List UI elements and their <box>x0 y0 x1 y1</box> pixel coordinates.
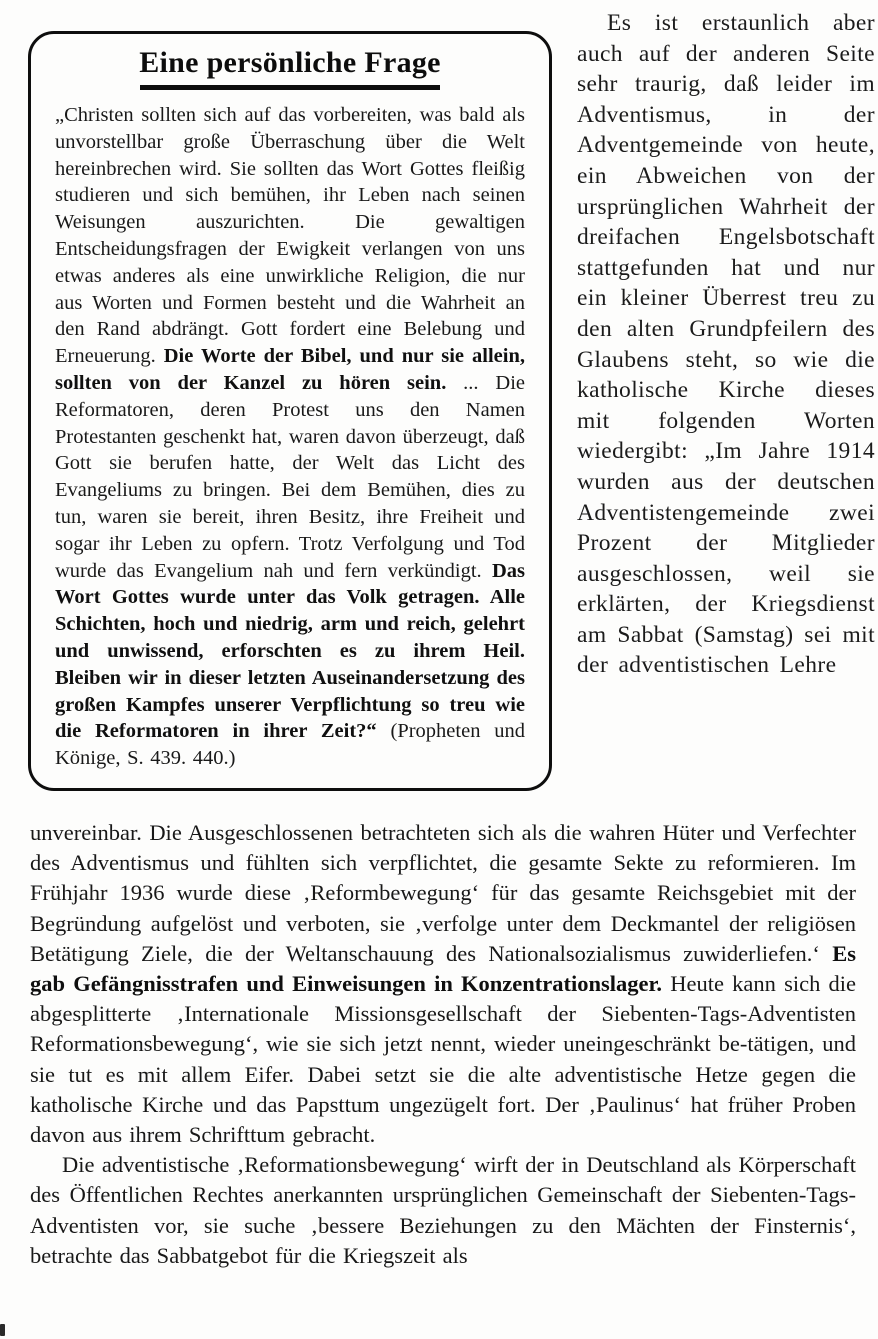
quote-segment-normal-1: „Christen sollten sich auf das vorbereiten, was bald als unvorstellbar große Überraschung über die Welt hereinbrechen wird. Sie sollten das Wort Gottes fleißig studieren und sich bemühen, ihr Leben nach seinen Weisungen auszurichten. Die gewaltigen Entscheidungsfragen der Ewigkeit verlangen von uns etwas anderes als eine unwirkliche Religion, die nur aus Worten und Formen besteht und die Wahrheit an den Rand abdrängt. Gott fordert eine Belebung und Erneuerung. <box>55 104 525 368</box>
quote-segment-bold-1: Die Worte der Bibel, und nur sie allein, sollten von der Kanzel zu hören sein. <box>55 345 525 394</box>
quote-box <box>28 31 552 791</box>
bottom-p1-normal-2: Heute kann sich die abgesplitterte ‚Internationale Missionsgesellschaft der Siebenten-Tags-Adventisten Reformationsbewegung‘, wie sie sich jetzt nennt, wieder uneingeschränkt be-tätigen, und sie tut es mit allem Eifer. Dabei setzt sie die alte adventistische Hetze gegen die katholische Kirche und das Papsttum ungezügelt fort. Der ‚Paulinus‘ hat früher Proben davon aus ihrem Schrifttum gebracht. <box>30 971 856 1148</box>
right-column <box>577 8 875 814</box>
quote-segment-bold-2: Das Wort Gottes wurde unter das Volk getragen. Alle Schichten, hoch und niedrig, arm und reich, gelehrt und unwissend, erforschten es zu ihrem Heil. Bleiben wir in dieser letzten Auseinandersetzung des großen Kampfes unserer Verpflichtung so treu wie die Reformatoren in ihrer Zeit?“ <box>55 559 525 743</box>
bottom-paragraph-1 <box>30 818 856 1150</box>
bottom-p1-bold: Es gab Gefängnisstrafen und Einweisungen in Konzentrationslager. <box>30 940 856 997</box>
title-underline-rule <box>140 85 440 90</box>
bottom-paragraph-2: Die adventistische ‚Reformationsbewegung‘ wirft der in Deutschland als Körperschaft des Öffentlichen Rechtes anerkannten ursprünglichen Gemeinschaft der Siebenten-Tags-Adventisten vor, sie suche ‚bessere Beziehungen zu den Mächten der Finsternis‘, betrachte das Sabbatgebot für die Kriegszeit als <box>30 1152 856 1268</box>
quote-box-title: Eine persönliche Frage <box>139 46 441 79</box>
quote-segment-normal-2: ... Die Reformatoren, deren Protest uns den Namen Protestanten geschenkt hat, waren davon überzeugt, daß Gott sie berufen hatte, der Welt das Licht des Evangeliums zu bringen. Bei dem Bemühen, dies zu tun, waren sie bereit, ihren Besitz, ihre Freiheit und sogar ihr Leben zu opfern. Trotz Verfolgung und Tod wurde das Evangelium nah und fern verkündigt. <box>55 371 525 582</box>
bottom-p1-normal-1: unvereinbar. Die Ausgeschlossenen betrachteten sich als die wahren Hüter und Verfechter des Adventismus und fühlten sich verpflichtet, die gesamte Sekte zu reformieren. Im Frühjahr 1936 wurde diese ‚Reformbewegung‘ für das gesamte Reichsgebiet mit der Begründung aufgelöst und verboten, sie ‚verfolge unter dem Deckmantel der religiösen Betätigung Ziele, die der Weltanschauung des Nationalsozialismus zuwiderliefen.‘ <box>30 820 856 966</box>
bottom-text-block <box>30 818 856 1271</box>
quote-citation: (Propheten und Könige, S. 439. 440.) <box>55 720 526 770</box>
right-column-text: Es ist erstaunlich aber auch auf der anderen Seite sehr traurig, daß leider im Adventismus, in der Adventgemeinde von heute, ein Abweichen von der ursprünglichen Wahrheit der dreifachen Engelsbotschaft stattgefunden hat und nur ein kleiner Überrest treu zu den alten Grundpfeilern des Glaubens steht, so wie die katholische Kirche dieses mit folgenden Worten wiedergibt: „Im Jahre 1914 wurden aus der deutschen Adventistengemeinde zwei Prozent der Mitglieder ausgeschlossen, weil sie erklärten, der Kriegsdienst am Sabbat (Samstag) sei mit der adventistischen Lehre <box>577 10 875 679</box>
scan-smudge-artifact <box>0 1324 5 1336</box>
quote-box-body <box>55 102 525 772</box>
